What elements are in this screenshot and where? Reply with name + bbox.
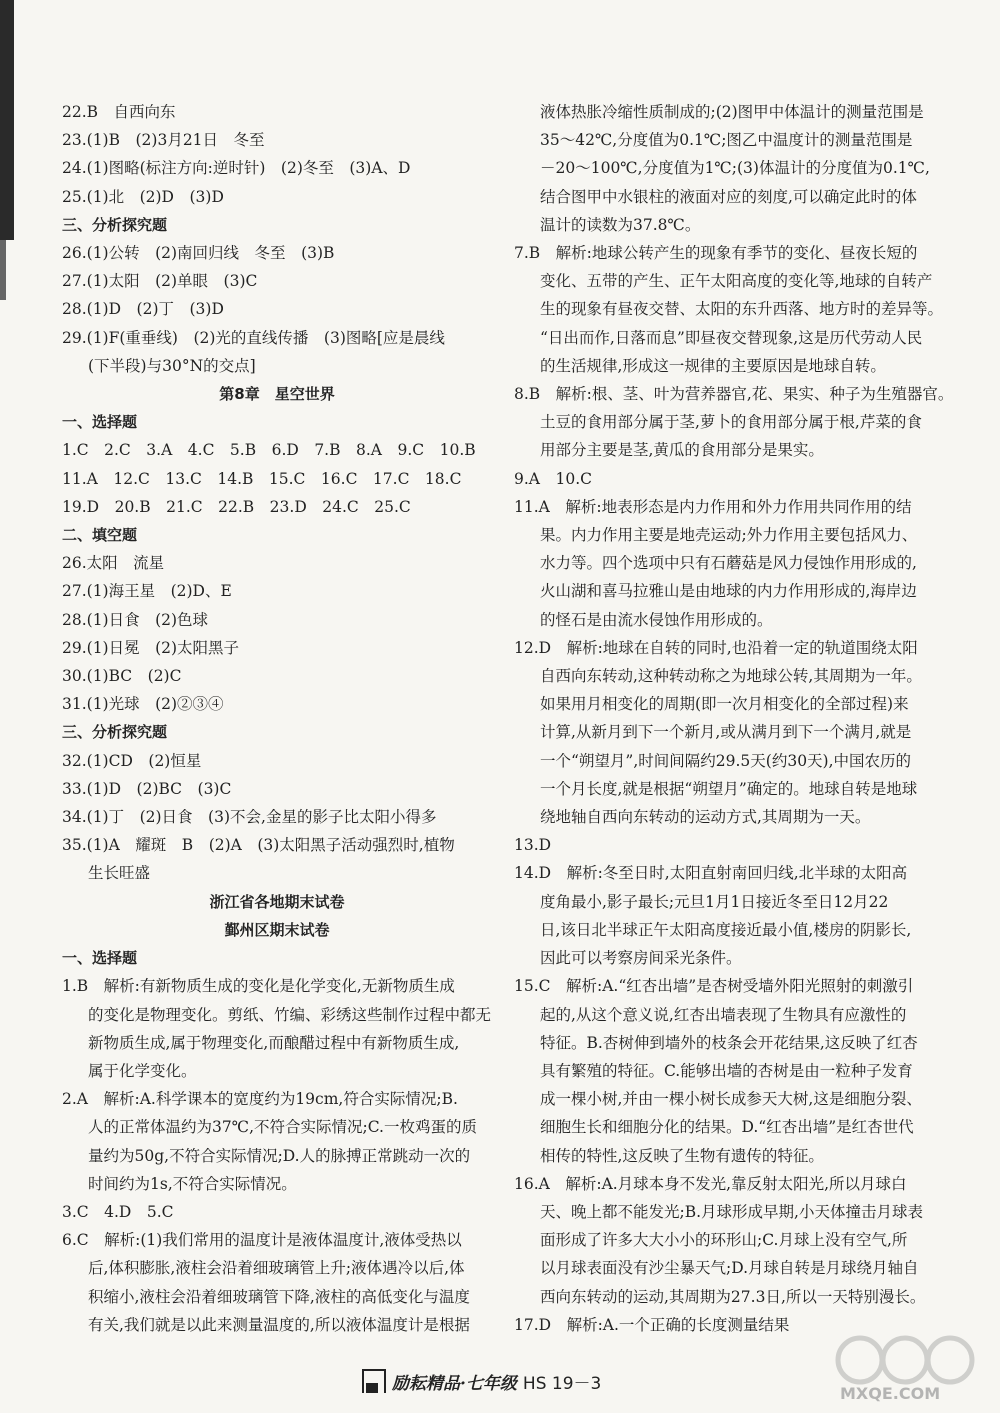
answer-line: 后,体积膨胀,液柱会沿着细玻璃管上升;液体遇冷以后,体 — [88, 1259, 465, 1278]
answer-line: 以月球表面没有沙尘暴天气;D.月球自转是月球绕月轴自 — [540, 1259, 919, 1278]
answer-line: 结合图甲中水银柱的液面对应的刻度,可以确定此时的体 — [540, 187, 917, 206]
answer-line: 28.(1)D (2)丁 (3)D — [62, 300, 224, 319]
answer-line: 26.(1)公转 (2)南回归线 冬至 (3)B — [62, 244, 335, 263]
answer-line: “日出而作,日落而息”即昼夜交替现象,这是历代劳动人民 — [540, 328, 923, 347]
answer-line: 25.(1)北 (2)D (3)D — [62, 187, 224, 206]
answer-line: 因此可以考察房间采光条件。 — [540, 949, 742, 968]
answer-line: 33.(1)D (2)BC (3)C — [62, 779, 232, 798]
answer-line: 相传的特性,这反映了生物有遗传的特征。 — [540, 1146, 824, 1165]
watermark-text: MXQE.COM — [840, 1384, 941, 1403]
answer-line: 14.D 解析:冬至日时,太阳直射南回归线,北半球的太阳高 — [514, 864, 908, 883]
answer-line: 生的现象有昼夜交替、太阳的东升西落、地方时的差异等。 — [540, 300, 944, 319]
answer-line: －20～100℃,分度值为1℃;(3)体温计的分度值为0.1℃, — [540, 159, 930, 178]
answer-line: 17.D 解析:A.一个正确的长度测量结果 — [514, 1315, 790, 1334]
section-heading: 一、选择题 — [62, 413, 138, 432]
section-heading: 三、分析探究题 — [62, 723, 168, 742]
answer-line: 2.A 解析:A.科学课本的宽度约为19cm,符合实际情况;B. — [62, 1090, 458, 1109]
right-column — [514, 98, 954, 1339]
answer-line: 变化、五带的产生、正午太阳高度的变化等,地球的自转产 — [540, 272, 933, 291]
answer-line: 的变化是物理变化。剪纸、竹编、彩绣这些制作过程中都无 — [88, 1005, 492, 1024]
answer-line: 12.D 解析:地球在自转的同时,也沿着一定的轨道围绕太阳 — [514, 638, 918, 657]
answer-line: 起的,从这个意义说,红杏出墙表现了生物具有应激性的 — [540, 1005, 907, 1024]
answer-line: 度角最小,影子最长;元旦1月1日接近冬至日12月22 — [540, 892, 889, 911]
answer-line: 果。内力作用主要是地壳运动;外力作用主要包括风力、 — [540, 526, 918, 545]
answer-line: 35.(1)A 耀斑 B (2)A (3)太阳黑子活动强烈时,植物 — [62, 836, 455, 855]
left-column — [62, 98, 492, 1339]
answer-line: 特征。B.杏树伸到墙外的枝条会开花结果,这反映了红杏 — [540, 1033, 918, 1052]
answer-line: 28.(1)日食 (2)色球 — [62, 610, 209, 629]
answer-line: 成一棵小树,并由一棵小树长成参天大树,这是细胞分裂、 — [540, 1090, 922, 1109]
answer-line: 时间约为1s,不符合实际情况。 — [88, 1174, 297, 1193]
section-heading: 浙江省各地期末试卷 — [209, 892, 345, 911]
answer-line: 土豆的食用部分属于茎,萝卜的食用部分属于根,芹菜的食 — [540, 413, 922, 432]
answer-line: 绕地轴自西向东转动的运动方式,其周期为一天。 — [540, 808, 871, 827]
answer-line: 天、晚上都不能发光;B.月球形成早期,小天体撞击月球表 — [540, 1202, 923, 1221]
answer-line: 用部分主要是茎,黄瓜的食用部分是果实。 — [540, 441, 824, 460]
answer-line: 29.(1)日冕 (2)太阳黑子 — [62, 638, 240, 657]
footer-brand: 励耘精品·七年级 — [392, 1373, 517, 1394]
answer-line: 27.(1)太阳 (2)单眼 (3)C — [62, 272, 258, 291]
answer-line: 人的正常体温约为37℃,不符合实际情况;C.一枚鸡蛋的质 — [88, 1118, 477, 1137]
answer-line: 11.A 解析:地表形态是内力作用和外力作用共同作用的结 — [514, 497, 912, 516]
answer-line: 24.(1)图略(标注方向:逆时针) (2)冬至 (3)A、D — [62, 159, 411, 178]
section-heading: 一、选择题 — [62, 949, 138, 968]
answer-line: 如果用月相变化的周期(即一次月相变化的全部过程)来 — [540, 695, 909, 714]
section-heading: 鄞州区期末试卷 — [224, 920, 330, 939]
binding-edge-shadow — [0, 240, 6, 300]
binding-edge — [0, 0, 14, 240]
answer-line: 13.D — [514, 836, 552, 855]
page-footer — [362, 1366, 601, 1396]
answer-line: 细胞生长和细胞分化的结果。D.“红杏出墙”是红杏世代 — [540, 1118, 914, 1137]
answer-line: 26.太阳 流星 — [62, 554, 165, 573]
answer-line: 的生活规律,形成这一规律的主要原因是地球自转。 — [540, 356, 886, 375]
answer-line: 11.A 12.C 13.C 14.B 15.C 16.C 17.C 18.C — [62, 469, 462, 488]
answer-line: 一个“朔望月”,时间间隔约29.5天(约30天),中国农历的 — [540, 751, 912, 770]
section-heading: 三、分析探究题 — [62, 215, 168, 234]
answer-line: 面形成了许多大大小小的环形山;C.月球上没有空气,所 — [540, 1231, 908, 1250]
answer-line: 一个月长度,就是根据“朔望月”确定的。地球自转是地球 — [540, 779, 918, 798]
answer-line: 15.C 解析:A.“红杏出墙”是杏树受墙外阳光照射的刺激引 — [514, 977, 914, 996]
answer-line: 35～42℃,分度值为0.1℃;图乙中温度计的测量范围是 — [540, 131, 913, 150]
answer-line: 32.(1)CD (2)恒星 — [62, 751, 202, 770]
answer-line: 火山湖和喜马拉雅山是由地球的内力作用形成的,海岸边 — [540, 582, 917, 601]
section-heading: 第8章 星空世界 — [219, 385, 335, 404]
answer-line: 8.B 解析:根、茎、叶为营养器官,花、果实、种子为生殖器官。 — [514, 385, 954, 404]
answer-line: 7.B 解析:地球公转产生的现象有季节的变化、昼夜长短的 — [514, 244, 918, 263]
answer-line: 27.(1)海王星 (2)D、E — [62, 582, 232, 601]
answer-line: 积缩小,液柱会沿着细玻璃管下降,液柱的高低变化与温度 — [88, 1287, 470, 1306]
answer-line: 量约为50g,不符合实际情况;D.人的脉搏正常跳动一次的 — [88, 1146, 471, 1165]
answer-line: 液体热胀冷缩性质制成的;(2)图甲中体温计的测量范围是 — [540, 103, 924, 121]
answer-line: 生长旺盛 — [88, 864, 151, 883]
footer-page-code: HS 19－3 — [522, 1373, 602, 1394]
answer-line: 日,该日北半球正午太阳高度接近最小值,楼房的阴影长, — [540, 920, 912, 939]
answer-line: 30.(1)BC (2)C — [62, 667, 182, 686]
answer-line: 34.(1)丁 (2)日食 (3)不会,金星的影子比太阳小得多 — [62, 808, 437, 827]
answer-line: 29.(1)F(重垂线) (2)光的直线传播 (3)图略[应是晨线 — [62, 328, 445, 347]
answer-line: 新物质生成,属于物理变化,而酿醋过程中有新物质生成, — [88, 1033, 460, 1052]
answer-line: 9.A 10.C — [514, 469, 592, 488]
answer-line: 有关,我们就是以此来测量温度的,所以液体温度计是根据 — [88, 1315, 470, 1334]
answer-line: 22.B 自西向东 — [62, 103, 176, 121]
section-heading: 二、填空题 — [62, 526, 138, 545]
answer-line: 6.C 解析:(1)我们常用的温度计是液体温度计,液体受热以 — [62, 1231, 462, 1250]
answer-line: 的怪石是由流水侵蚀作用形成的。 — [540, 610, 773, 629]
brand-logo-icon — [362, 1369, 386, 1393]
answer-line: 西向东转动的运动,其周期为27.3日,所以一天特别漫长。 — [540, 1287, 926, 1306]
answer-line: 具有繁殖的特征。C.能够出墙的杏树是由一粒种子发育 — [540, 1061, 913, 1080]
answer-line: 计算,从新月到下一个新月,或从满月到下一个满月,就是 — [540, 723, 912, 742]
answer-line: 自西向东转动,这种转动称之为地球公转,其周期为一年。 — [540, 667, 922, 686]
answer-line: 1.B 解析:有新物质生成的变化是化学变化,无新物质生成 — [62, 977, 455, 996]
answer-line: 温计的读数为37.8℃。 — [540, 215, 701, 234]
answer-line: 属于化学变化。 — [88, 1061, 197, 1080]
answer-line: 水力等。四个选项中只有石蘑菇是风力侵蚀作用形成的, — [540, 554, 917, 573]
answer-line: 19.D 20.B 21.C 22.B 23.D 24.C 25.C — [62, 497, 411, 516]
answer-line: (下半段)与30°N的交点] — [88, 356, 256, 375]
answer-line: 16.A 解析:A.月球本身不发光,靠反射太阳光,所以月球白 — [514, 1174, 907, 1193]
answer-line: 1.C 2.C 3.A 4.C 5.B 6.D 7.B 8.A 9.C 10.B — [62, 441, 476, 460]
answer-line: 23.(1)B (2)3月21日 冬至 — [62, 131, 265, 150]
answer-line: 31.(1)光球 (2)②③④ — [62, 695, 224, 714]
answer-line: 3.C 4.D 5.C — [62, 1202, 174, 1221]
